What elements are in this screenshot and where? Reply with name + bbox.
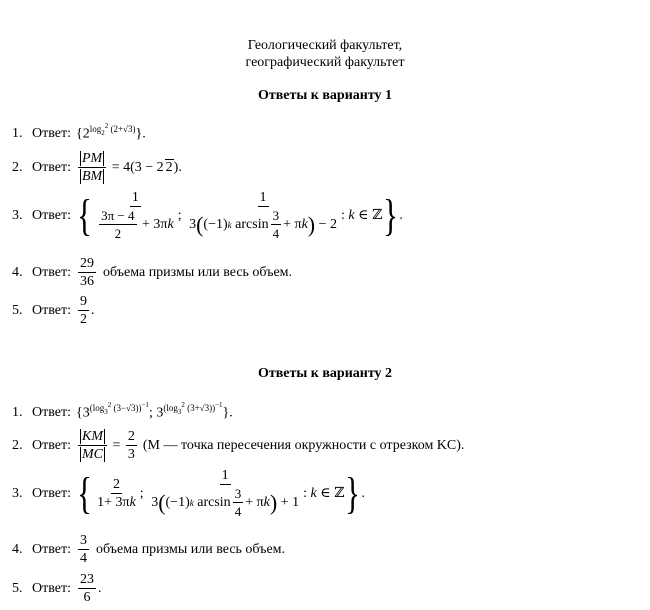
formula-fraction: $\frac{2}{1+ 3\pi k}$ [97,477,136,510]
v1-answer-3: 3. Ответ: { 1 $\frac{3\pi - 4}{2}$ + 3π k ; 1 3 ( (−1) k arcsin $\frac{3}{4}$ + π k ) − 2 : k ∈ ℤ } . [12,190,403,241]
answer-label: Ответ: [32,405,71,421]
right-brace: } [383,190,399,240]
item-number: 3. [12,485,23,501]
answer-label: Ответ: [32,264,71,280]
answer-label: Ответ: [32,302,71,318]
item-number: 2. [12,437,23,453]
formula-fraction: $\frac{PM}{BM}$ [78,151,106,184]
formula-fraction: $\frac{23}{6}$ [79,572,94,605]
item-number: 3. [12,207,23,223]
formula: = 4(3 − 2 2). [108,159,182,175]
item-number: 1. [12,126,23,142]
left-brace: { [77,468,92,518]
formula-fraction: 1 $\frac{3\pi - 4}{2}$ + 3π k [101,190,174,241]
faculty-line-1: Геологический факультет, [247,38,403,53]
right-brace: } [345,468,361,518]
faculty-line-2: географический факультет [245,55,405,70]
formula-fraction: $\frac{2}{3}$ [127,429,135,462]
answer-label: Ответ: [32,207,71,223]
formula-fraction: 1 3 ( (−1) k arcsin $\frac{3}{4}$ + π k ) − 2 [189,190,338,241]
formula: {$3^{(log_3^2 (3-√3))^{-1}}$; $3^{(log_3^2 (3+√3))^{-1}}$}. [75,401,233,421]
left-brace: { [77,190,92,240]
v2-answer-5: 5. Ответ: $\frac{23}{6}$ . [12,572,102,605]
v1-answer-2 [12,151,182,184]
formula-fraction: $\frac{3}{4}$ [79,533,87,566]
answer-text: объема призмы или весь объем. [102,264,293,280]
item-number: 5. [12,580,23,596]
v2-answer-3: 3. Ответ: { $\frac{2}{1+ 3\pi k}$ ; 1 3 ( (−1) k arcsin $\frac{3}{4}$ + π k ) + 1 : k ∈ ℤ } . [12,468,365,519]
answer-label: Ответ: [32,126,71,142]
formula-fraction: $\frac{KM}{MC}$ [78,429,107,462]
answer-text: объема призмы или весь объем. [95,541,286,557]
answer-label: Ответ: [32,541,71,557]
v1-answer-4 [12,256,292,289]
variant1-title: Ответы к варианту 1 [257,88,393,103]
variant2-title: Ответы к варианту 2 [257,366,393,381]
v2-answer-2: 2. Ответ: $\frac{KM}{MC}$ = $\frac{2}{3}$ (M — точка пересечения окружности с отрезком KC). [12,429,465,462]
answer-label: Ответ: [32,485,71,501]
answer-label: Ответ: [32,159,71,175]
answer-text: (M — точка пересечения окружности с отрезком KC). [142,437,465,453]
answer-label: Ответ: [32,437,71,453]
answer-label: Ответ: [32,580,71,596]
formula: $\{2^{log_2^2 (2+√3)}\}$. [75,122,146,142]
item-number: 2. [12,159,23,175]
v1-answer-1 [12,122,146,143]
formula-fraction: $\frac{29}{36}$ [79,256,94,289]
v1-answer-5: 5. Ответ: $\frac{9}{2}$ . [12,294,95,327]
v2-answer-4 [12,533,285,566]
formula-fraction: 1 3 ( (−1) k arcsin $\frac{3}{4}$ + π k ) + 1 [151,468,300,519]
item-number: 5. [12,302,23,318]
item-number: 4. [12,264,23,280]
v2-answer-1 [12,401,233,422]
item-number: 4. [12,541,23,557]
formula-fraction: $\frac{9}{2}$ [79,294,87,327]
item-number: 1. [12,405,23,421]
